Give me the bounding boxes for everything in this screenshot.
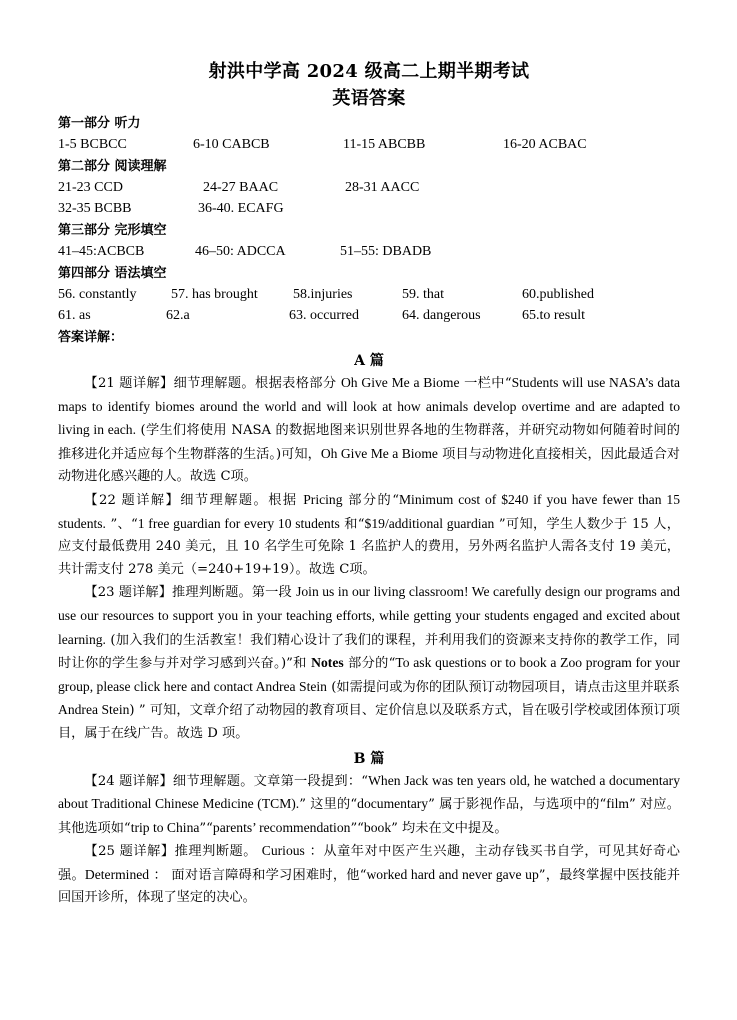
text: book (363, 819, 392, 835)
answer-group: 36-40. ECAFG (198, 201, 284, 216)
question-tag: 【23 题详解】 (84, 585, 173, 601)
section-heading-reading: 第二部分 阅读理解 (58, 159, 167, 174)
answer-group: 32-35 BCBB (58, 201, 132, 216)
answer-item: 59. that (402, 287, 444, 302)
text: (如需提问或为你的团队预订动物园项目，请点击这里并联系 (326, 679, 680, 695)
text: ”“ (199, 820, 213, 836)
answer-item: 57. has brought (171, 287, 258, 302)
text: Minimum cost of $240 if you have fewer than 15 students. (58, 491, 680, 531)
answer-group: 28-31 AACC (345, 180, 420, 195)
text: Oh Give Me a Biome (320, 445, 438, 461)
text: parents’ recommendation (212, 819, 351, 835)
answer-row (58, 284, 680, 305)
answer-row (58, 198, 680, 219)
answer-group: 24-27 BAAC (203, 180, 279, 195)
text: trip to China (130, 819, 200, 835)
question-tag: 【25 题详解】 (84, 844, 175, 860)
text: 细节理解题。文章第一段提到：“ (172, 773, 369, 789)
answer-group: 41–45:ACBCB (58, 244, 145, 259)
answer-row (58, 241, 680, 262)
text: Determined (84, 866, 150, 882)
text: film (606, 796, 629, 812)
answer-group: 21-23 CCD (58, 180, 123, 195)
answer-group: 1-5 BCBCC (58, 137, 127, 152)
section-heading-listening: 第一部分 听力 (58, 116, 141, 131)
text: Curious (261, 843, 305, 859)
text: Pricing (303, 491, 343, 507)
answer-sheet (58, 58, 680, 910)
text: 部分的“ (342, 492, 399, 508)
text: $19/additional guardian (364, 515, 495, 531)
text: Students will use NASA’s data maps to identify biomes around the world and will look at how animals develop overtime and are adapted to living in each. (58, 375, 680, 438)
text: When Jack was ten years old, he watched a documentary about Traditional Chinese Medicine (TCM). (58, 772, 680, 812)
explanation-q21 (58, 372, 680, 489)
text: 细节理解题。根据表格部分 (173, 376, 341, 391)
text: Notes (311, 655, 344, 671)
text: 1 free guardian for every 10 students (137, 515, 340, 531)
explanations-heading: 答案详解： (58, 330, 124, 345)
text: ) ” 可知，文章介绍了动物园的教育项目、定价信息以及联系方式，旨在吸引学校或团体预订项目，属于在线广告。故选 D 项。 (58, 703, 680, 741)
exam-subtitle: 英语答案 (332, 88, 406, 109)
text: ” 这里的“ (299, 797, 358, 813)
text: 和“ (339, 516, 365, 532)
text: 推理判断题。 (174, 844, 262, 860)
explanation-q23 (58, 581, 680, 745)
answer-item: 63. occurred (289, 308, 359, 323)
text: (加入我们的生活教室！我们精心设计了我们的课程，并利用我们的资源来支持你的教学工作，同时让你的学生参与并对学习感到兴奋。)”和 (58, 632, 680, 672)
explanation-q24 (58, 770, 680, 841)
answer-item: 65.to result (522, 308, 585, 323)
section-heading-grammar: 第四部分 语法填空 (58, 266, 167, 281)
answer-group: 16-20 ACBAC (503, 137, 587, 152)
answer-group: 11-15 ABCBB (343, 137, 426, 152)
text: worked hard and never gave up (366, 866, 539, 882)
text: documentary (357, 796, 429, 812)
answer-row (58, 305, 680, 326)
text: ” 对应。其他选项如“ (58, 797, 680, 836)
answer-item: 58.injuries (293, 287, 353, 302)
text: 细节理解题。根据 (180, 492, 304, 508)
text: ”可知，学生人数少于 15 人，应支付最低费用 240 美元，且 10 名学生可免除 1 名监护人的费用，另外两名监护人需各支付 19 美元，共计需支付 278 美元（=240+19+19）。故选 C项。 (58, 516, 680, 577)
answer-group: 6-10 CABCB (193, 137, 270, 152)
text: 推理判断题。第一段 (172, 585, 297, 601)
question-tag: 【24 题详解】 (84, 773, 173, 789)
text: ”、“ (105, 516, 138, 532)
explanation-q22 (58, 489, 680, 581)
answer-item: 56. constantly (58, 287, 137, 302)
section-heading-cloze: 第三部分 完形填空 (58, 223, 167, 238)
text: Join us in our living classroom! We carefully design our programs and use our resources to support you in your teaching efforts, while getting your students engaged and excited about learning. (58, 584, 680, 647)
text: ： 面对语言障碍和学习困难时，他“ (149, 867, 367, 883)
text: 部分的“ (343, 656, 396, 672)
answer-item: 64. dangerous (402, 308, 481, 323)
answer-item: 60.published (522, 287, 594, 302)
text: (学生们将使用 NASA 的数据地图来识别世界各地的生物群落，并研究动物如何随着时间的推移进化并适应每个生物群落的生活。)可知， (58, 423, 680, 462)
text: ”“ (350, 820, 364, 836)
text: ”，最终掌握中医技能并回国开诊所，体现了坚定的决心。 (58, 867, 681, 906)
text: To ask questions or to book a Zoo program for your group, please click here and contact Andrea Stein (58, 655, 681, 694)
text: ” 属于影视作品，与选项中的“ (428, 797, 607, 813)
answer-row (58, 177, 680, 198)
question-tag: 【22 题详解】 (84, 492, 181, 508)
text: Andrea Stein (58, 702, 130, 718)
passage-a-title: A 篇 (354, 353, 384, 369)
answer-item: 61. as (58, 308, 91, 323)
text: ：从童年对中医产生兴趣，主动存钱买书自学，可见其好奇心强。 (58, 844, 680, 883)
answer-group: 51–55: DBADB (340, 244, 432, 259)
answer-row (58, 134, 680, 155)
text: ” 均未在文中提及。 (391, 820, 508, 836)
answer-group: 46–50: ADCCA (195, 244, 286, 259)
passage-b-title: B 篇 (353, 750, 385, 767)
exam-title: 射洪中学高 2024 级高二上期半期考试 (208, 61, 530, 82)
explanation-q25 (58, 840, 680, 910)
text: 项目与动物进化直接相关，因此最适合对动物进化感兴趣的人。故选 C项。 (58, 446, 680, 485)
text: 一栏中“ (459, 376, 512, 391)
question-tag: 【21 题详解】 (84, 376, 174, 391)
text: Oh Give Me a Biome (340, 375, 460, 390)
answer-item: 62.a (166, 308, 190, 323)
